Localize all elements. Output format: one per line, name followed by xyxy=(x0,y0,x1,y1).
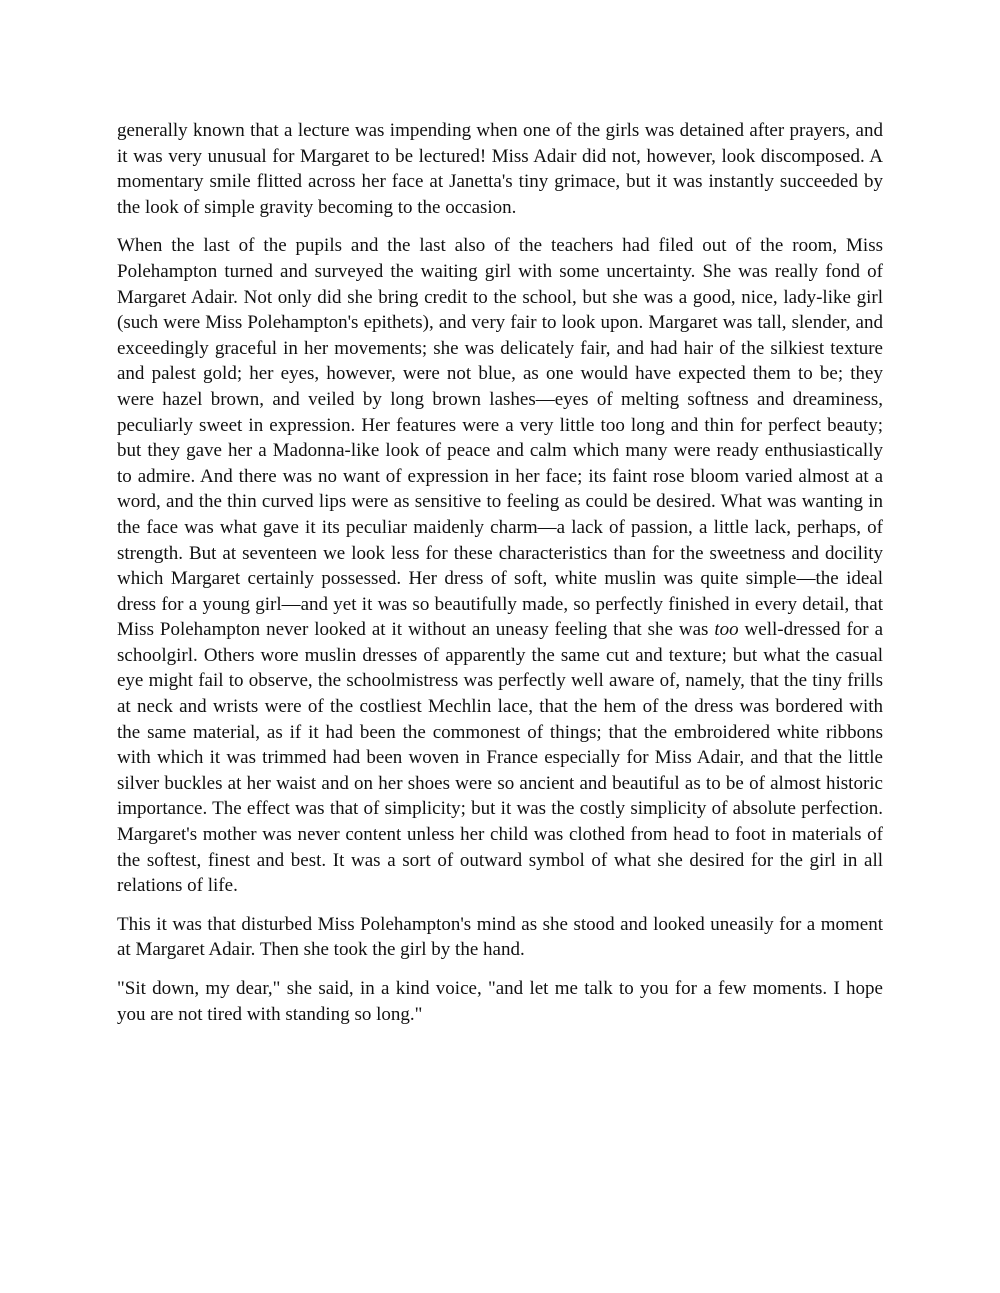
text-run: well-dressed for a schoolgirl. Others wore muslin dresses of apparently the same cut and texture; but what the casual eye might fail to observe, the schoolmistress was perfectly well aware of, namely, that the tiny frills at neck and wrists were of the costliest Mechlin lace, that the hem of the dress was bordered with the same material, as if it had been the commonest of things; that the embroidered white ribbons with which it was trimmed had been woven in France especially for Miss Adair, and that the little silver buckles at her waist and on her shoes were so ancient and beautiful as to be of almost historic importance. The effect was that of simplicity; but it was the costly simplicity of absolute perfection. Margaret's mother was never content unless her child was clothed from head to foot in materials of the softest, finest and best. It was a sort of outward symbol of what she desired for the girl in all relations of life. xyxy=(117,619,883,897)
paragraph xyxy=(117,118,883,220)
text-run: generally known that a lecture was impending when one of the girls was detained after prayers, and it was very unusual for Margaret to be lectured! Miss Adair did not, however, look discomposed. A momentary smile flitted across her face at Janetta's tiny grimace, but it was instantly succeeded by the look of simple gravity becoming to the occasion. xyxy=(117,120,883,218)
text-run: When the last of the pupils and the last also of the teachers had filed out of the room, Miss Polehampton turned and surveyed the waiting girl with some uncertainty. She was really fond of Margaret Adair. Not only did she bring credit to the school, but she was a good, nice, lady-like girl (such were Miss Polehampton's epithets), and very fair to look upon. Margaret was tall, slender, and exceedingly graceful in her movements; she was delicately fair, and had hair of the silkiest texture and palest gold; her eyes, however, were not blue, as one would have expected them to be; they were hazel brown, and veiled by long brown lashes—eyes of melting softness and dreaminess, peculiarly sweet in expression. Her features were a very little too long and thin for perfect beauty; but they gave her a Madonna-like look of peace and calm which many were ready enthusiastically to admire. And there was no want of expression in her face; its faint rose bloom varied almost at a word, and the thin curved lips were as sensitive to feeling as could be desired. What was wanting in the face was what gave it its peculiar maidenly charm—a lack of passion, a little lack, perhaps, of strength. But at seventeen we look less for these characteristics than for the sweetness and docility which Margaret certainly possessed. Her dress of soft, white muslin was quite simple—the ideal dress for a young girl—and yet it was so beautifully made, so perfectly finished in every detail, that Miss Polehampton never looked at it without an uneasy feeling that she was xyxy=(117,235,883,641)
text-run: This it was that disturbed Miss Polehampton's mind as she stood and looked uneasily for a moment at Margaret Adair. Then she took the girl by the hand. xyxy=(117,913,883,961)
italic-text-run: too xyxy=(714,619,739,641)
paragraph xyxy=(117,233,883,898)
paragraph xyxy=(117,976,883,1027)
text-run: "Sit down, my dear," she said, in a kind voice, "and let me talk to you for a few moments. I hope you are not tired with standing so long." xyxy=(117,978,883,1025)
paragraph xyxy=(117,912,883,963)
page-text-block xyxy=(117,118,883,1027)
